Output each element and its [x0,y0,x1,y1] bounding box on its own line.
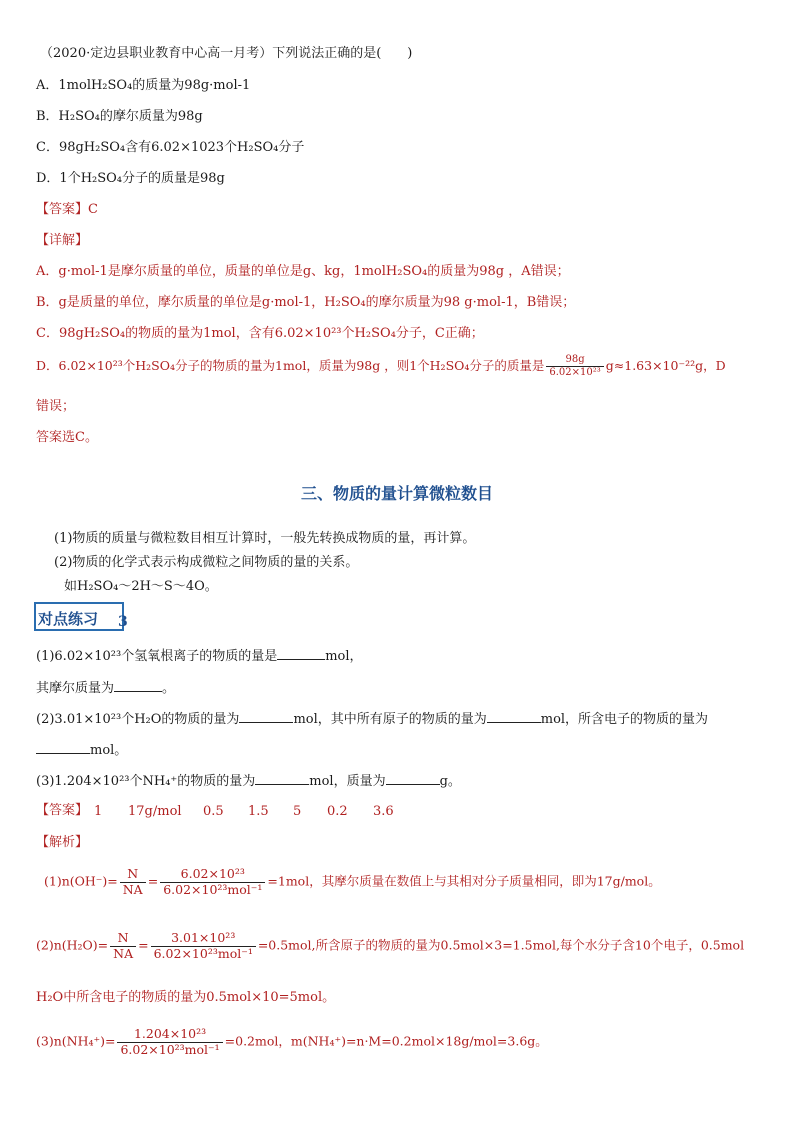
practice-answer: 5 [293,804,302,819]
practice-q2 [36,712,708,726]
answer-blank[interactable] [114,681,162,692]
fraction-denominator: 6.02×10²³mol⁻¹ [153,945,253,961]
detail-label: 【详解】 [36,233,89,248]
fraction-numerator: 6.02×10²³ [160,868,265,883]
section-title: 三、物质的量计算微粒数目 [300,484,493,503]
fraction-numerator: 3.01×10²³ [151,932,256,947]
solution-1: (1)n(OH⁻)= $\frac{N}{NA}$ = $\frac{\text{6.02×10²³}}{\text{6.02×10²³mol⁻¹}}$ =1mol，其摩尔质量在数值上与其相对分子质量相同，即为17g/mol。 [44,866,661,897]
practice-q3 [36,774,461,788]
q3-end: g。 [439,774,461,789]
practice-answer: 1 [94,804,103,819]
answer-blank[interactable] [36,743,90,754]
option-d: D．1个H₂SO₄分子的质量是98g [36,171,225,186]
solution-3-lhs: (3)n(NH₄⁺)= [36,1033,116,1049]
answer-blank[interactable] [277,649,325,660]
explain-d-wrap: 错误； [36,399,76,414]
practice-answer: 0.5 [203,804,224,819]
option-c: C．98gH₂SO₄含有6.02×1023个H₂SO₄分子 [36,140,305,155]
explain-d-text: D．6.02×10²³个H₂SO₄分子的物质的量为1mol，质量为98g ，则1个H₂SO₄分子的质量是 [36,358,545,373]
fraction [546,355,603,378]
explain-d-result: g≈1.63×10⁻²²g，D [605,358,726,373]
rule-2: (2)物质的化学式表示构成微粒之间物质的量的关系。 [54,555,359,570]
practice-q1-cont [36,681,175,695]
fraction [160,868,265,896]
solution-1-lhs: (1)n(OH⁻)= [44,873,118,889]
analysis-label: 【解析】 [36,835,89,850]
q2-end: mol。 [90,743,128,758]
explain-b: B．g是质量的单位，摩尔质量的单位是g·mol-1，H₂SO₄的摩尔质量为98 g·mol-1，B错误； [36,295,576,310]
q2-text: (2)3.01×10²³个H₂O的物质的量为 [36,712,240,727]
explain-c: C．98gH₂SO₄的物质的量为1mol，含有6.02×10²³个H₂SO₄分子，C正确； [36,326,484,341]
q3-text-2: mol，质量为 [309,774,386,789]
explain-d [36,355,726,378]
q2-text-2: mol，其中所有原子的物质的量为 [293,712,487,727]
fraction-numerator: N [120,868,146,883]
q2-text-3: mol，所含电子的物质的量为 [540,712,709,727]
practice-tag-number: 3 [118,614,128,630]
answer-label: 【答案】 [36,202,89,217]
answer-blank[interactable] [239,712,293,723]
practice-tag [34,602,128,631]
answer-blank[interactable] [487,712,541,723]
practice-answer-label: 【答案】 [36,803,89,818]
practice-answer: 0.2 [327,804,348,819]
practice-answer: 1.5 [248,804,269,819]
practice-answer: 17g/mol [128,804,182,819]
final-answer: 答案选C。 [36,430,98,445]
q1-text-2: 其摩尔质量为 [36,681,115,696]
fraction [151,932,256,960]
solution-2: (2)n(H₂O)= $\frac{N}{NA}$ = $\frac{\text{3.01×10²³}}{\text{6.02×10²³mol⁻¹}}$ =0.5mol,所含原子的物质的量为0.5mol×3=1.5mol,每个水分子含10个电子，0.5mol [36,930,745,961]
solution-2-wrap: H₂O中所含电子的物质的量为0.5mol×10=5mol。 [36,990,336,1005]
practice-q2-cont [36,743,127,757]
rule-example: 如H₂SO₄～2H～S～4O。 [64,579,218,594]
solution-3-result: =0.2mol，m(NH₄⁺)=n·M=0.2mol×18g/mol=3.6g。 [224,1033,548,1049]
solution-2-lhs: (2)n(H₂O)= [36,937,109,953]
fraction-numerator: 1.204×10²³ [117,1028,222,1043]
fraction [120,868,146,896]
explain-a: A．g·mol-1是摩尔质量的单位，质量的单位是g、kg，1molH₂SO₄的质量为98g ，A错误； [36,264,570,279]
q3-text: (3)1.204×10²³个NH₄⁺的物质的量为 [36,774,256,789]
fraction-denominator: NA [113,945,134,961]
option-b: B．H₂SO₄的摩尔质量为98g [36,109,203,124]
solution-1-result: =1mol，其摩尔质量在数值上与其相对分子质量相同，即为17g/mol。 [267,873,661,889]
rule-1: (1)物质的质量与微粒数目相互计算时，一般先转换成物质的量，再计算。 [54,531,476,546]
q1-end: 。 [162,681,176,696]
option-a: A．1molH₂SO₄的质量为98g·mol-1 [36,78,251,93]
q1-text: (1)6.02×10²³个氢氧根离子的物质的量是 [36,649,278,664]
solution-2-result: =0.5mol,所含原子的物质的量为0.5mol×3=1.5mol,每个水分子含10个电子，0.5mol [257,937,745,953]
fraction-denominator: NA [122,881,143,897]
practice-q1 [36,649,363,663]
question-stem: （2020·定边县职业教育中心高一月考）下列说法正确的是( ) [40,46,413,61]
answer-blank[interactable] [255,774,309,785]
fraction [117,1028,222,1056]
fraction-denominator: 6.02×10²³mol⁻¹ [163,881,263,897]
fraction-numerator: N [110,932,136,947]
practice-answer: 3.6 [373,804,394,819]
q1-unit: mol， [325,649,363,664]
practice-tag-label: 对点练习 [38,610,99,628]
solution-3 [36,1028,548,1056]
fraction-denominator: 6.02×10²³mol⁻¹ [120,1041,220,1057]
answer-blank[interactable] [386,774,440,785]
fraction-denominator: 6.02×10²³ [549,367,601,378]
fraction-numerator: 98g [546,355,603,367]
answer-value: C [88,202,98,217]
answer-line [36,203,98,216]
fraction [110,932,136,960]
